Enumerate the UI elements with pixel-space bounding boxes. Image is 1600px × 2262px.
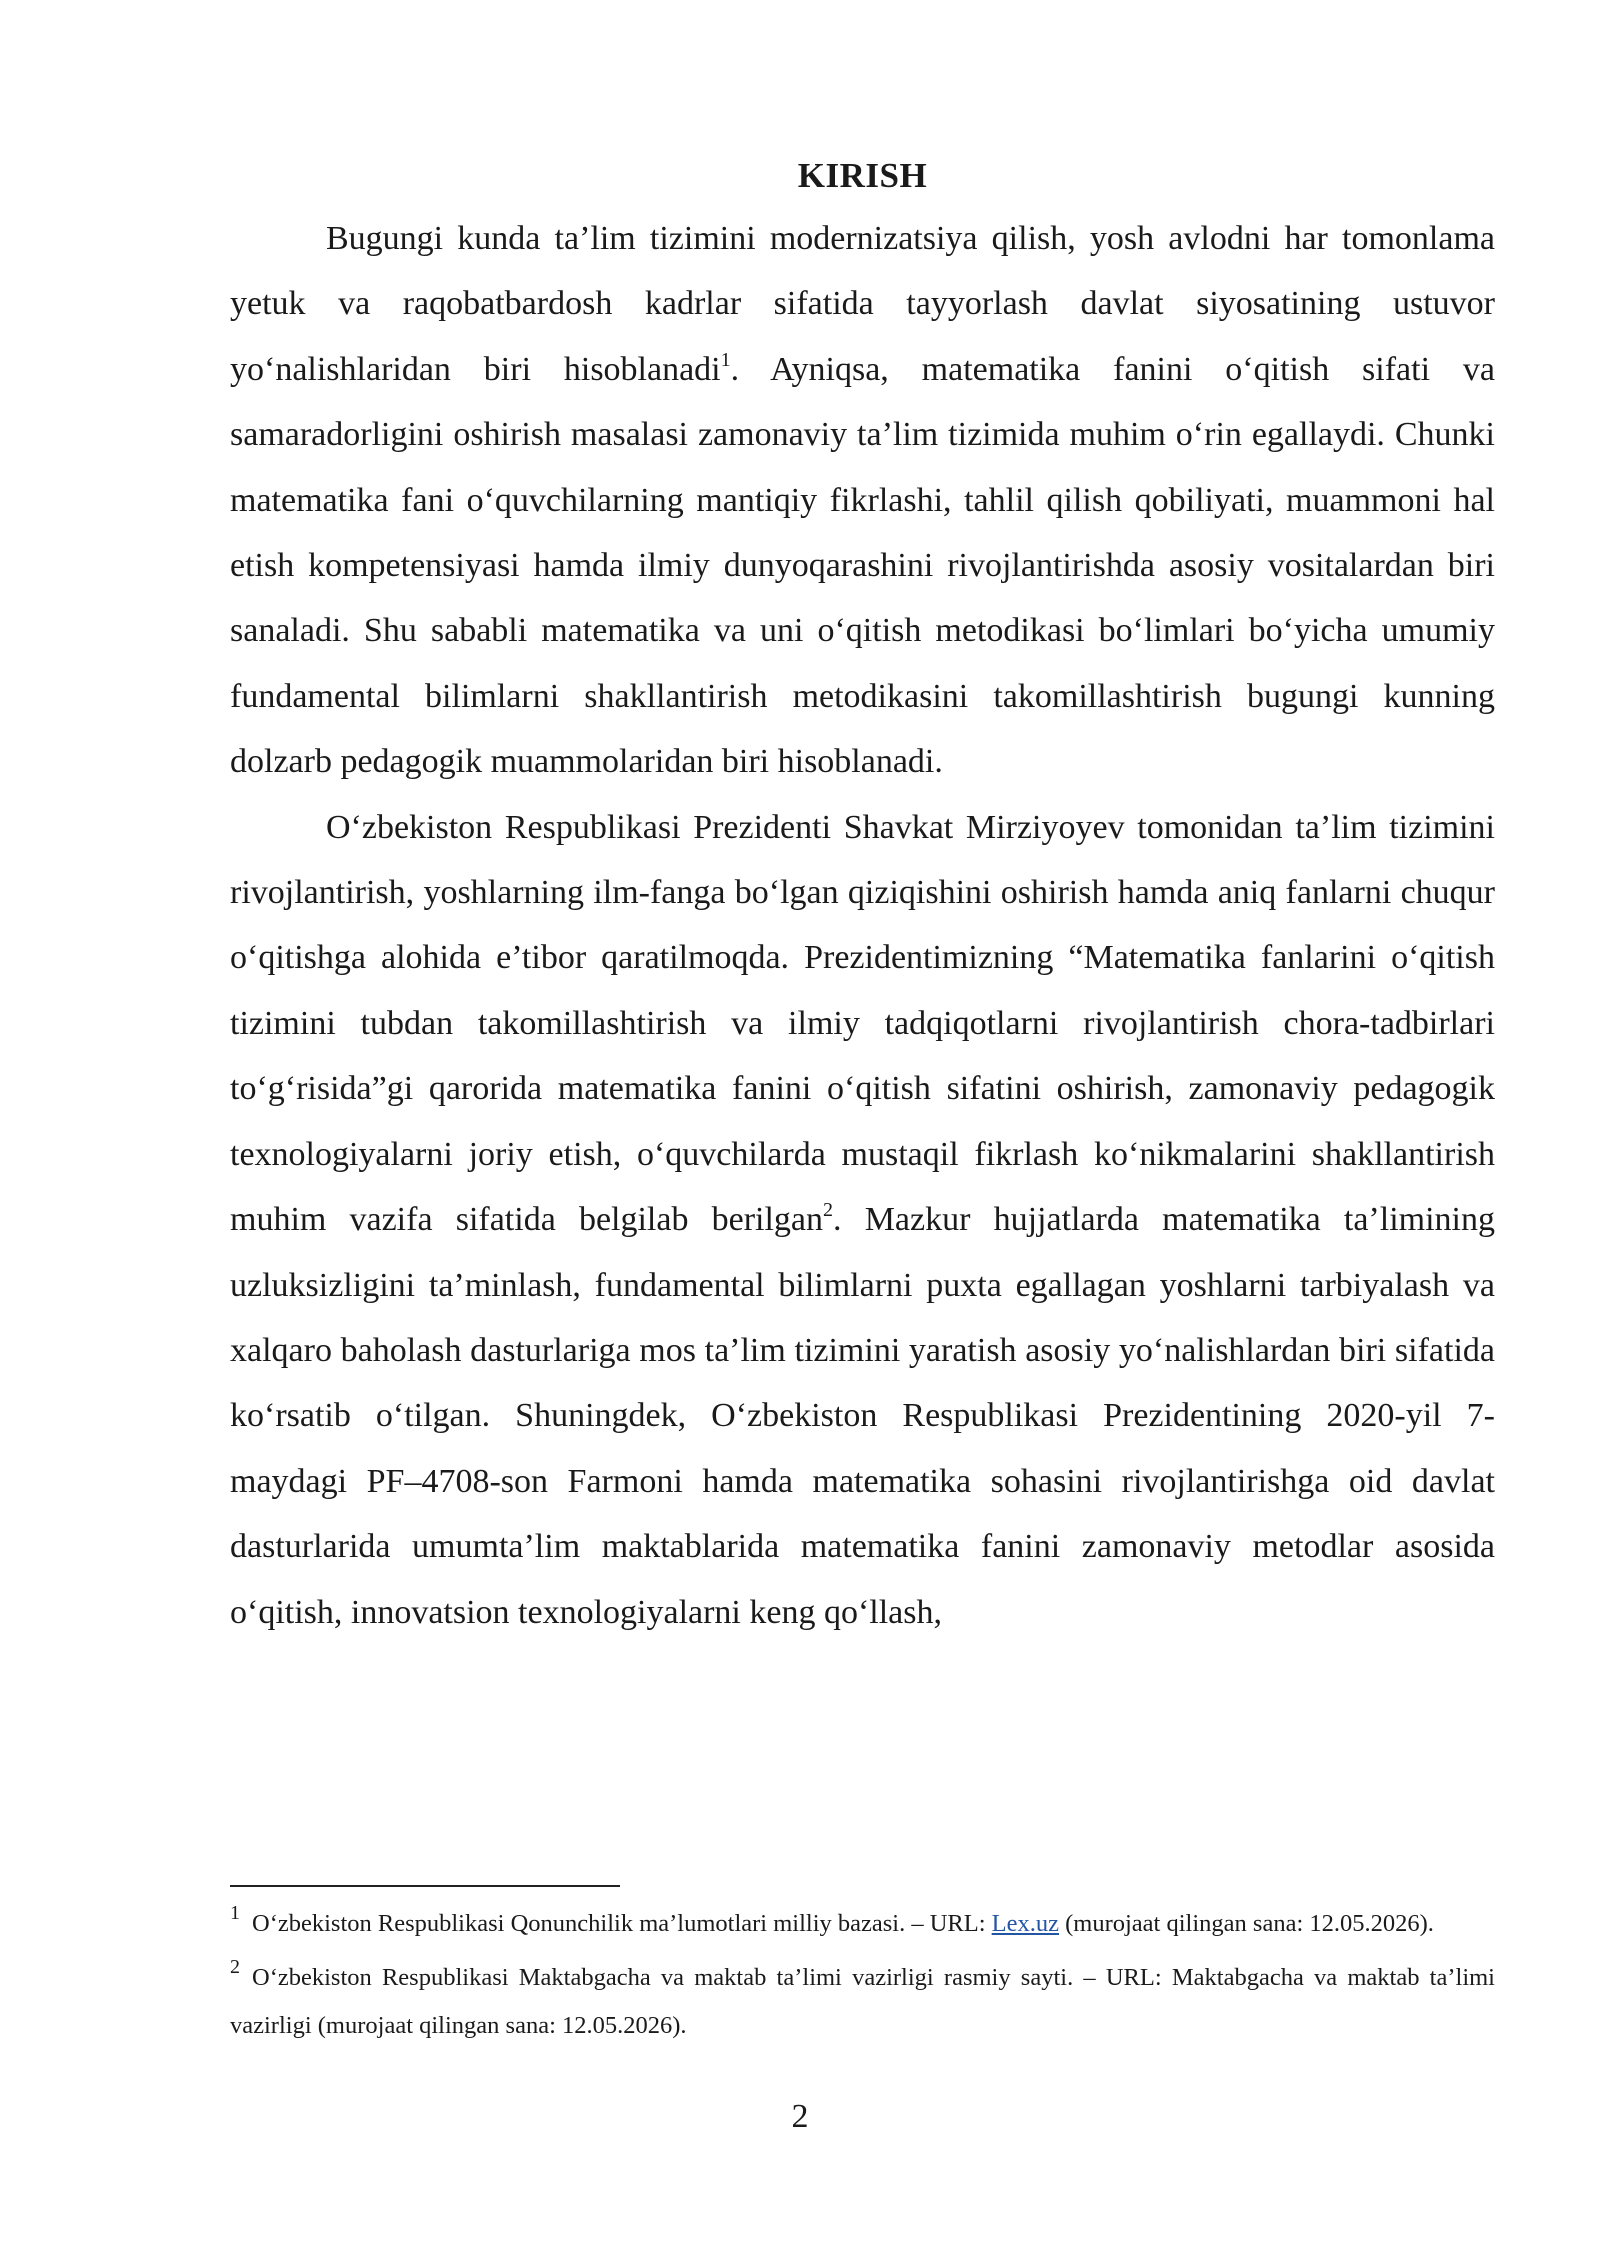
paragraph-text: Bugungi kunda ta’lim tizimini modernizatsiya qilish, yosh avlodni har tomonlama yetuk va raqobatbardosh kadrlar sifatida tayyorlash davlat siyosatining ustuvor yoʻnalishlaridan biri hisoblanadi [230, 220, 1495, 388]
footnote-number: 2 [230, 1956, 240, 1978]
footnote-reference[interactable]: 2 [823, 1199, 834, 1222]
footnote-link[interactable]: Lex.uz [991, 1910, 1059, 1937]
footnotes [230, 1900, 1495, 2056]
paragraph-intro [230, 206, 1495, 795]
page-content [230, 150, 1495, 1645]
footnote-text: Oʻzbekiston Respublikasi Qonunchilik ma’lumotlari milliy bazasi. – URL: [252, 1910, 992, 1937]
paragraph-text: . Ayniqsa, matematika fanini oʻqitish sifati va samaradorligini oshirish masalasi zamonaviy ta’lim tizimida muhim oʻrin egallaydi. Chunki matematika fani oʻquvchilarning mantiqiy fikrlashi, tahlil qilish qobiliyati, muammoni hal etish kompetensiyasi hamda ilmiy dunyoqarashini rivojlantirishda asosiy vositalardan biri sanaladi. Shu sababli matematika va uni oʻqitish metodikasi boʻlimlari boʻyicha umumiy fundamental bilimlarni shakllantirish metodikasini takomillashtirish bugungi kunning dolzarb pedagogik muammolaridan biri hisoblanadi. [230, 350, 1495, 781]
footnote-1 [230, 1900, 1495, 1948]
footnote-2 [230, 1954, 1495, 2050]
page-number: 2 [791, 2098, 809, 2135]
section-heading: KIRISH [797, 156, 928, 195]
paragraph-text: . Mazkur hujjatlarda matematika ta’limining uzluksizligini ta’minlash, fundamental bilimlarni puxta egallagan yoshlarni tarbiyalash va xalqaro baholash dasturlariga mos ta’lim tizimini yaratish asosiy yoʻnalishlardan biri sifatida koʻrsatib oʻtilgan. Shuningdek, Oʻzbekiston Respublikasi Prezidentining 2020-yil 7-maydagi PF–4708-son Farmoni hamda matematika sohasini rivojlantirishga oid davlat dasturlarida umumta’lim maktablarida matematika fanini zamonaviy metodlar asosida oʻqitish, innovatsion texnologiyalarni keng qoʻllash, [230, 1201, 1495, 1631]
paragraph-policy [230, 795, 1495, 1645]
paragraph-text: Oʻzbekiston Respublikasi Prezidenti Shavkat Mirziyoyev tomonidan ta’lim tizimini rivojlantirish, yoshlarning ilm-fanga boʻlgan qiziqishini oshirish hamda aniq fanlarni chuqur oʻqitishga alohida e’tibor qaratilmoqda. Prezidentimizning “Matematika fanlarini oʻqitish tizimini tubdan takomillashtirish va ilmiy tadqiqotlarni rivojlantirish chora-tadbirlari toʻgʻrisida”gi qarorida matematika fanini oʻqitish sifatini oshirish, zamonaviy pedagogik texnologiyalarni joriy etish, oʻquvchilarda mustaqil fikrlash koʻnikmalarini shakllantirish muhim vazifa sifatida belgilab berilgan [230, 808, 1495, 1239]
footnote-text: (murojaat qilingan sana: 12.05.2026). [1059, 1910, 1434, 1937]
footnote-text: Oʻzbekiston Respublikasi Maktabgacha va maktab ta’limi vazirligi rasmiy sayti. – URL: Maktabgacha va maktab ta’limi vazirligi (murojaat qilingan sana: 12.05.2026). [230, 1964, 1495, 2039]
footnote-separator [230, 1885, 620, 1887]
footnote-reference[interactable]: 1 [720, 348, 731, 371]
footnote-number: 1 [230, 1902, 240, 1924]
